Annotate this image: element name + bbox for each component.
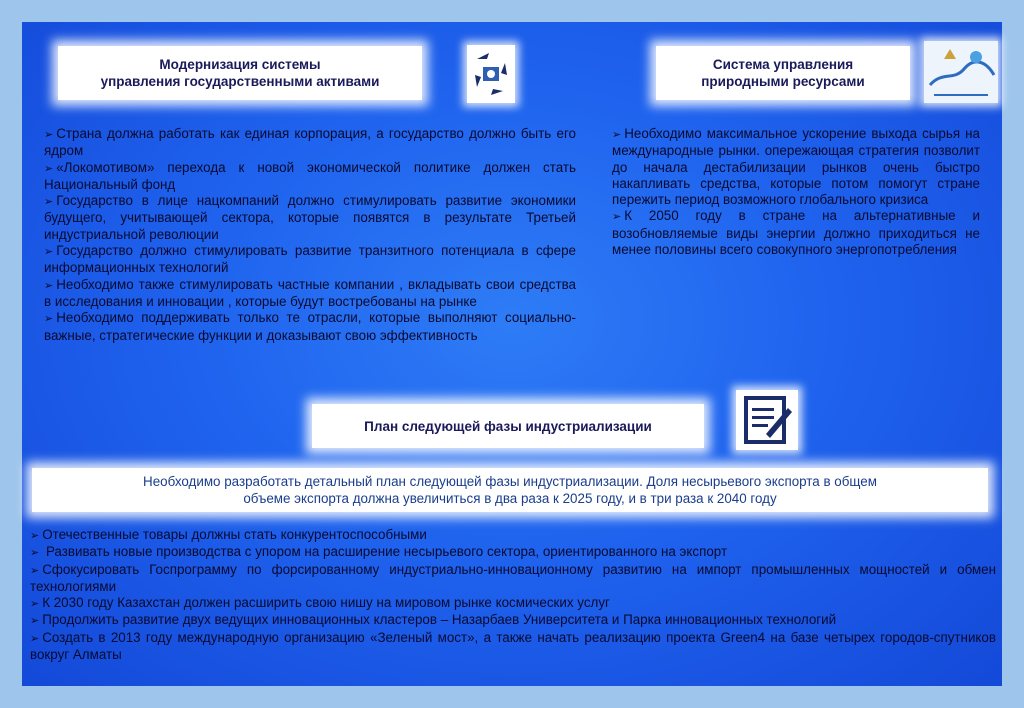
list-item: ➢ Необходимо максимальное ускорение выхода сырья на международные рынки. опережающая стратегия позволит до начала дестабилизации рынков очень быстро накапливать средства, которые потом помогут стране пережить период возможного глобального кризиса [612, 126, 980, 208]
list-item: ➢ Создать в 2013 году международную организацию «Зеленый мост», а также начать реализацию проекта Green4 на базе четырех городов-спутников вокруг Алматы [30, 629, 996, 663]
right-title-line2: природными ресурсами [701, 74, 865, 89]
right-bullet-list [612, 126, 980, 258]
left-title-line2: управления государственными активами [100, 74, 380, 89]
banner-line1: Необходимо разработать детальный план следующей фазы индустриализации. Доля несырьевого экспорта в общем [143, 474, 877, 489]
list-item: ➢ Продолжить развитие двух ведущих инновационных кластеров – Назарбаев Университета и Парка инновационных технологий [30, 612, 837, 628]
left-bullet-list [44, 126, 576, 344]
list-item: ➢ Развивать новые производства с упором на расширение несырьевого сектора, ориентированного на экспорт [30, 544, 728, 560]
bullet-arrow-icon: ➢ [30, 530, 40, 542]
list-item: ➢ Государство в лице нацкомпаний должно стимулировать развитие экономики будущего, учитывающей сектора, которые появятся в результате Третьей индустриальной революции [44, 193, 576, 242]
banner-line2: объеме экспорта должна увеличиться в два раза к 2025 году, и в три раза к 2040 году [243, 491, 777, 506]
bullet-arrow-icon: ➢ [44, 129, 54, 141]
natural-resources-icon [924, 41, 998, 103]
plan-title-text: План следующей фазы индустриализации [364, 418, 652, 434]
bullet-arrow-icon: ➢ [44, 246, 54, 259]
bullet-arrow-icon: ➢ [44, 162, 54, 175]
bullet-arrow-icon: ➢ [44, 313, 54, 326]
list-item: ➢ К 2030 году Казахстан должен расширить свою нишу на мировом рынке космических услуг [30, 595, 610, 611]
export-target-banner [32, 468, 988, 512]
plan-section-title [312, 404, 704, 448]
bullet-arrow-icon: ➢ [44, 279, 54, 292]
right-section-title [656, 46, 910, 100]
list-item: ➢ Государство должно стимулировать развитие транзитного потенциала в сфере информационных технологий [44, 243, 576, 276]
bullet-arrow-icon: ➢ [30, 598, 40, 611]
bullet-arrow-icon: ➢ [30, 547, 40, 560]
assets-management-icon [467, 45, 515, 103]
bullet-arrow-icon: ➢ [30, 564, 40, 577]
list-item: ➢ Необходимо поддерживать только те отрасли, которые выполняют социально-важные, стратегические функции и доказывают свою эффективность [44, 310, 576, 343]
bullet-arrow-icon: ➢ [612, 129, 622, 141]
left-title-line1: Модернизация системы [159, 57, 321, 72]
bottom-bullet-list [30, 527, 996, 663]
bullet-arrow-icon: ➢ [30, 632, 40, 645]
bullet-arrow-icon: ➢ [612, 211, 622, 224]
list-item: ➢ Сфокусировать Госпрограмму по форсированному индустриально-инновационному развитию на импорт промышленных мощностей и обмен технологиями [30, 561, 996, 594]
right-title-line1: Система управления [712, 57, 854, 72]
bullet-arrow-icon: ➢ [44, 196, 54, 209]
bullet-arrow-icon: ➢ [30, 615, 40, 628]
list-item: ➢ «Локомотивом» перехода к новой экономической политике должен стать Национальный фонд [44, 159, 576, 192]
list-item: ➢ К 2050 году в стране на альтернативные и возобновляемые виды энергии должно приходиться не менее половины всего совокупного энергопотребления [612, 208, 980, 258]
plan-document-icon [736, 390, 798, 450]
list-item: ➢ Страна должна работать как единая корпорация, а государство должно быть его ядром [44, 126, 576, 159]
list-item: ➢ Необходимо также стимулировать частные компании , вкладывать свои средства в исследования и инновации , которые будут востребованы на рынке [44, 276, 576, 309]
left-section-title [58, 46, 422, 100]
list-item: ➢ Отечественные товары должны стать конкурентоспособными [30, 527, 427, 542]
